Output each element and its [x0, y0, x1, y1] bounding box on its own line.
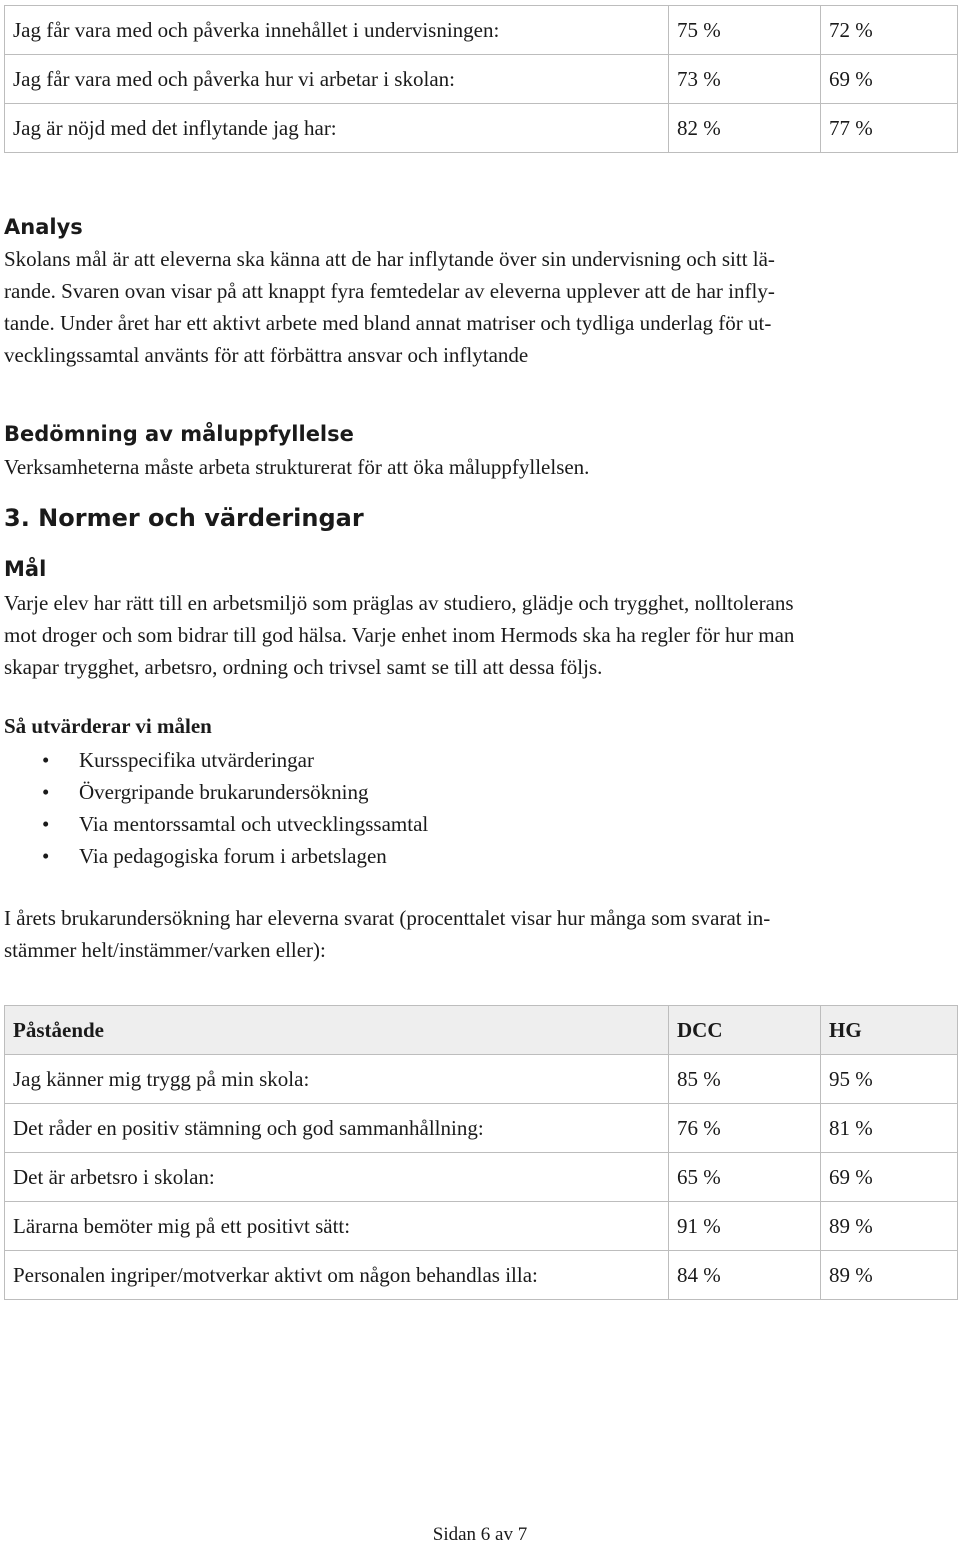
mal-heading: Mål	[4, 557, 47, 581]
survey-intro	[4, 902, 954, 966]
statement-cell: Jag får vara med och påverka hur vi arbetar i skolan:	[5, 55, 669, 104]
list-item	[4, 776, 428, 808]
table-row	[5, 104, 958, 153]
list-item	[4, 840, 428, 872]
statement-cell: Jag får vara med och påverka innehållet i undervisningen:	[5, 6, 669, 55]
bullet-icon: •	[42, 812, 50, 836]
statement-cell: Det råder en positiv stämning och god sammanhållning:	[5, 1104, 669, 1153]
bullet-icon: •	[42, 844, 50, 868]
table-row	[5, 1153, 958, 1202]
list-item-text: Via mentorssamtal och utvecklingssamtal	[79, 812, 429, 836]
utvardera-heading: Så utvärderar vi målen	[4, 714, 212, 738]
mal-line: skapar trygghet, arbetsro, ordning och trivsel samt se till att dessa följs.	[4, 655, 603, 679]
bedomning-heading: Bedömning av måluppfyllelse	[4, 422, 354, 446]
list-item-text: Övergripande brukarundersökning	[79, 780, 369, 804]
table-row	[5, 1104, 958, 1153]
evaluation-list	[4, 744, 428, 872]
hg-cell: 89 %	[821, 1202, 958, 1251]
table-row	[5, 1202, 958, 1251]
analys-line: Skolans mål är att eleverna ska känna att de har inflytande över sin undervisning och sitt lä-	[4, 247, 775, 271]
dcc-cell: 84 %	[669, 1251, 821, 1300]
safety-table	[4, 1005, 958, 1300]
survey-line: I årets brukarundersökning har eleverna svarat (procenttalet visar hur många som svarat in-	[4, 906, 771, 930]
dcc-cell: 82 %	[669, 104, 821, 153]
statement-cell: Personalen ingriper/motverkar aktivt om någon behandlas illa:	[5, 1251, 669, 1300]
survey-line: stämmer helt/instämmer/varken eller):	[4, 938, 326, 962]
hg-cell: 95 %	[821, 1055, 958, 1104]
table-row	[5, 1055, 958, 1104]
table-row	[5, 6, 958, 55]
bullet-icon: •	[42, 780, 50, 804]
mal-paragraph	[4, 587, 954, 683]
section-heading: 3. Normer och värderingar	[4, 504, 364, 532]
analys-line: rande. Svaren ovan visar på att knappt fyra femtedelar av eleverna upplever att de har infly-	[4, 279, 775, 303]
list-item	[4, 808, 428, 840]
dcc-cell: 65 %	[669, 1153, 821, 1202]
mal-line: mot droger och som bidrar till god hälsa. Varje enhet inom Hermods ska ha regler för hur man	[4, 623, 795, 647]
statement-cell: Lärarna bemöter mig på ett positivt sätt:	[5, 1202, 669, 1251]
dcc-cell: 73 %	[669, 55, 821, 104]
hg-cell: 69 %	[821, 1153, 958, 1202]
hg-cell: 77 %	[821, 104, 958, 153]
hg-cell: 72 %	[821, 6, 958, 55]
dcc-cell: 76 %	[669, 1104, 821, 1153]
statement-cell: Jag känner mig trygg på min skola:	[5, 1055, 669, 1104]
table-header-row	[5, 1006, 958, 1055]
table-row	[5, 55, 958, 104]
analys-heading: Analys	[4, 215, 83, 239]
hg-cell: 89 %	[821, 1251, 958, 1300]
bullet-icon: •	[42, 748, 50, 772]
analys-line: tande. Under året har ett aktivt arbete med bland annat matriser och tydliga underlag för ut-	[4, 311, 772, 335]
statement-cell: Det är arbetsro i skolan:	[5, 1153, 669, 1202]
header-statement: Påstående	[5, 1006, 669, 1055]
bedomning-text: Verksamheterna måste arbeta strukturerat för att öka måluppfyllelsen.	[4, 455, 590, 479]
dcc-cell: 91 %	[669, 1202, 821, 1251]
header-hg: HG	[821, 1006, 958, 1055]
list-item-text: Via pedagogiska forum i arbetslagen	[79, 844, 387, 868]
page-number: Sidan 6 av 7	[432, 1524, 528, 1545]
mal-line: Varje elev har rätt till en arbetsmiljö som präglas av studiero, glädje och trygghet, nolltolerans	[4, 591, 794, 615]
dcc-cell: 75 %	[669, 6, 821, 55]
header-dcc: DCC	[669, 1006, 821, 1055]
influence-table	[4, 5, 958, 153]
table-row	[5, 1251, 958, 1300]
analys-line: vecklingssamtal använts för att förbättra ansvar och inflytande	[4, 343, 529, 367]
dcc-cell: 85 %	[669, 1055, 821, 1104]
hg-cell: 69 %	[821, 55, 958, 104]
analys-paragraph	[4, 243, 954, 371]
hg-cell: 81 %	[821, 1104, 958, 1153]
list-item	[4, 744, 428, 776]
list-item-text: Kursspecifika utvärderingar	[79, 748, 314, 772]
statement-cell: Jag är nöjd med det inflytande jag har:	[5, 104, 669, 153]
